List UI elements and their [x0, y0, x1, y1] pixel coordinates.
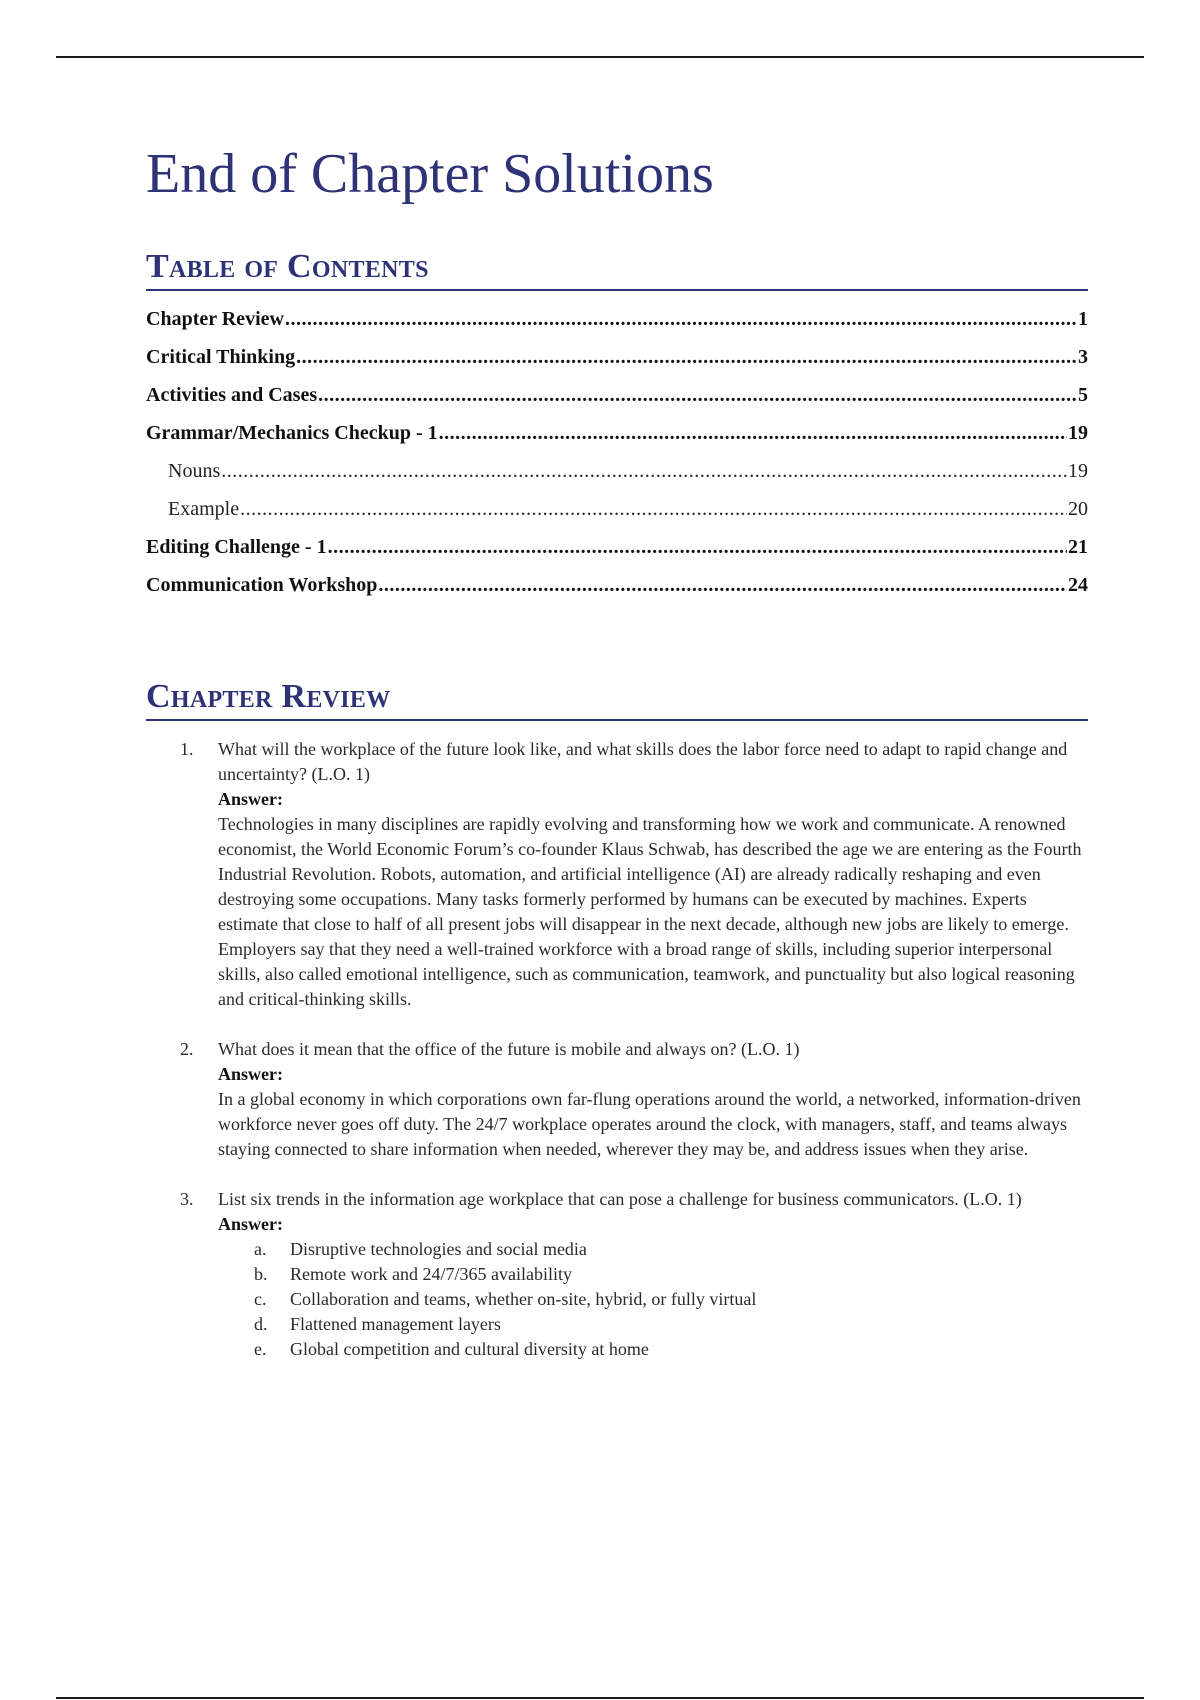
- list-item-text: Collaboration and teams, whether on-site, hybrid, or fully virtual: [290, 1289, 757, 1309]
- list-item-text: Remote work and 24/7/365 availability: [290, 1264, 572, 1284]
- toc-entry-activities-and-cases[interactable]: [146, 384, 1088, 422]
- list-item-letter: e.: [254, 1339, 267, 1359]
- toc-entry-page: 24: [1068, 574, 1088, 596]
- toc-entry-page: 20: [1068, 498, 1088, 520]
- list-item-letter: d.: [254, 1314, 268, 1334]
- document-title: End of Chapter Solutions: [146, 143, 714, 205]
- chapter-review-heading: Chapter Review: [146, 680, 1088, 721]
- toc-entry-critical-thinking[interactable]: [146, 346, 1088, 384]
- list-item: [218, 1312, 1088, 1337]
- question-text: List six trends in the information age workplace that can pose a challenge for business communicators. (L.O. 1): [218, 1189, 1022, 1209]
- toc-entry-page: 3: [1078, 346, 1088, 368]
- toc-entry-chapter-review[interactable]: [146, 308, 1088, 346]
- toc-entry-label: Communication Workshop: [146, 574, 378, 596]
- answer-paragraph: In a global economy in which corporations own far-flung operations around the world, a networked, information-driven workforce never goes off duty. The 24/7 workplace operates around the clock, with managers, staff, and teams always staying connected to share information when needed, wherever they may be, and address issues when they arise.: [218, 1089, 1081, 1159]
- chapter-review-questions: [180, 737, 1088, 1387]
- list-item-text: Disruptive technologies and social media: [290, 1239, 587, 1259]
- answer-label: Answer:: [218, 1064, 283, 1084]
- list-item-letter: b.: [254, 1264, 268, 1284]
- toc-dot-leader: [221, 460, 1067, 482]
- answer-paragraph: Technologies in many disciplines are rapidly evolving and transforming how we work and communicate. A renowned economist, the World Economic Forum’s co-founder Klaus Schwab, has described the age we are entering as the Fourth Industrial Revolution. Robots, automation, and artificial intelligence (AI) are already radically reshaping and even destroying some occupations. Many tasks formerly performed by humans can be executed by machines. Experts estimate that close to half of all present jobs will disappear in the next decade, although new jobs are likely to emerge.: [218, 814, 1082, 934]
- toc-entry-communication-workshop[interactable]: [146, 574, 1088, 612]
- list-item-text: Global competition and cultural diversity at home: [290, 1339, 649, 1359]
- question-number: 2.: [180, 1039, 194, 1059]
- answer-label: Answer:: [218, 789, 283, 809]
- toc-entry-page: 21: [1068, 536, 1088, 558]
- toc-entry-label: Grammar/Mechanics Checkup - 1: [146, 422, 438, 444]
- table-of-contents: [146, 308, 1088, 612]
- list-item-letter: c.: [254, 1289, 267, 1309]
- toc-dot-leader: [285, 308, 1077, 330]
- toc-heading: Table of Contents: [146, 250, 1088, 291]
- toc-entry-nouns[interactable]: [146, 460, 1088, 498]
- toc-dot-leader: [328, 536, 1067, 558]
- toc-entry-page: 5: [1078, 384, 1088, 406]
- question-text: What will the workplace of the future look like, and what skills does the labor force need to adapt to rapid change and uncertainty? (L.O. 1): [218, 739, 1068, 784]
- toc-dot-leader: [439, 422, 1067, 444]
- list-item: [218, 1287, 1088, 1312]
- list-item-letter: a.: [254, 1239, 267, 1259]
- question-item-3: [180, 1187, 1088, 1362]
- toc-entry-label: Critical Thinking: [146, 346, 296, 368]
- toc-entry-label: Chapter Review: [146, 308, 284, 330]
- page-top-rule: [56, 56, 1144, 58]
- toc-entry-page: 1: [1078, 308, 1088, 330]
- list-item-text: Flattened management layers: [290, 1314, 501, 1334]
- toc-entry-example[interactable]: [146, 498, 1088, 536]
- toc-entry-page: 19: [1068, 460, 1088, 482]
- list-item: [218, 1262, 1088, 1287]
- toc-entry-page: 19: [1068, 422, 1088, 444]
- toc-entry-editing-challenge[interactable]: [146, 536, 1088, 574]
- answer-paragraph: Employers say that they need a well-trained workforce with a broad range of skills, including superior interpersonal skills, also called emotional intelligence, such as communication, teamwork, and punctuality but also logical reasoning and critical-thinking skills.: [218, 939, 1075, 1009]
- question-number: 3.: [180, 1189, 194, 1209]
- list-item: [218, 1337, 1088, 1362]
- question-item-1: [180, 737, 1088, 1012]
- toc-entry-label: Editing Challenge - 1: [146, 536, 327, 558]
- toc-entry-label: Nouns: [168, 460, 221, 482]
- answer-list: [218, 1237, 1088, 1362]
- toc-entry-grammar-mechanics-checkup[interactable]: [146, 422, 1088, 460]
- question-number: 1.: [180, 739, 194, 759]
- toc-dot-leader: [378, 574, 1067, 596]
- question-item-2: [180, 1037, 1088, 1162]
- page-bottom-rule: [56, 1697, 1144, 1699]
- question-text: What does it mean that the office of the future is mobile and always on? (L.O. 1): [218, 1039, 800, 1059]
- toc-dot-leader: [296, 346, 1077, 368]
- toc-dot-leader: [240, 498, 1067, 520]
- answer-label: Answer:: [218, 1214, 283, 1234]
- toc-entry-label: Activities and Cases: [146, 384, 318, 406]
- toc-dot-leader: [318, 384, 1077, 406]
- toc-entry-label: Example: [168, 498, 240, 520]
- list-item: [218, 1237, 1088, 1262]
